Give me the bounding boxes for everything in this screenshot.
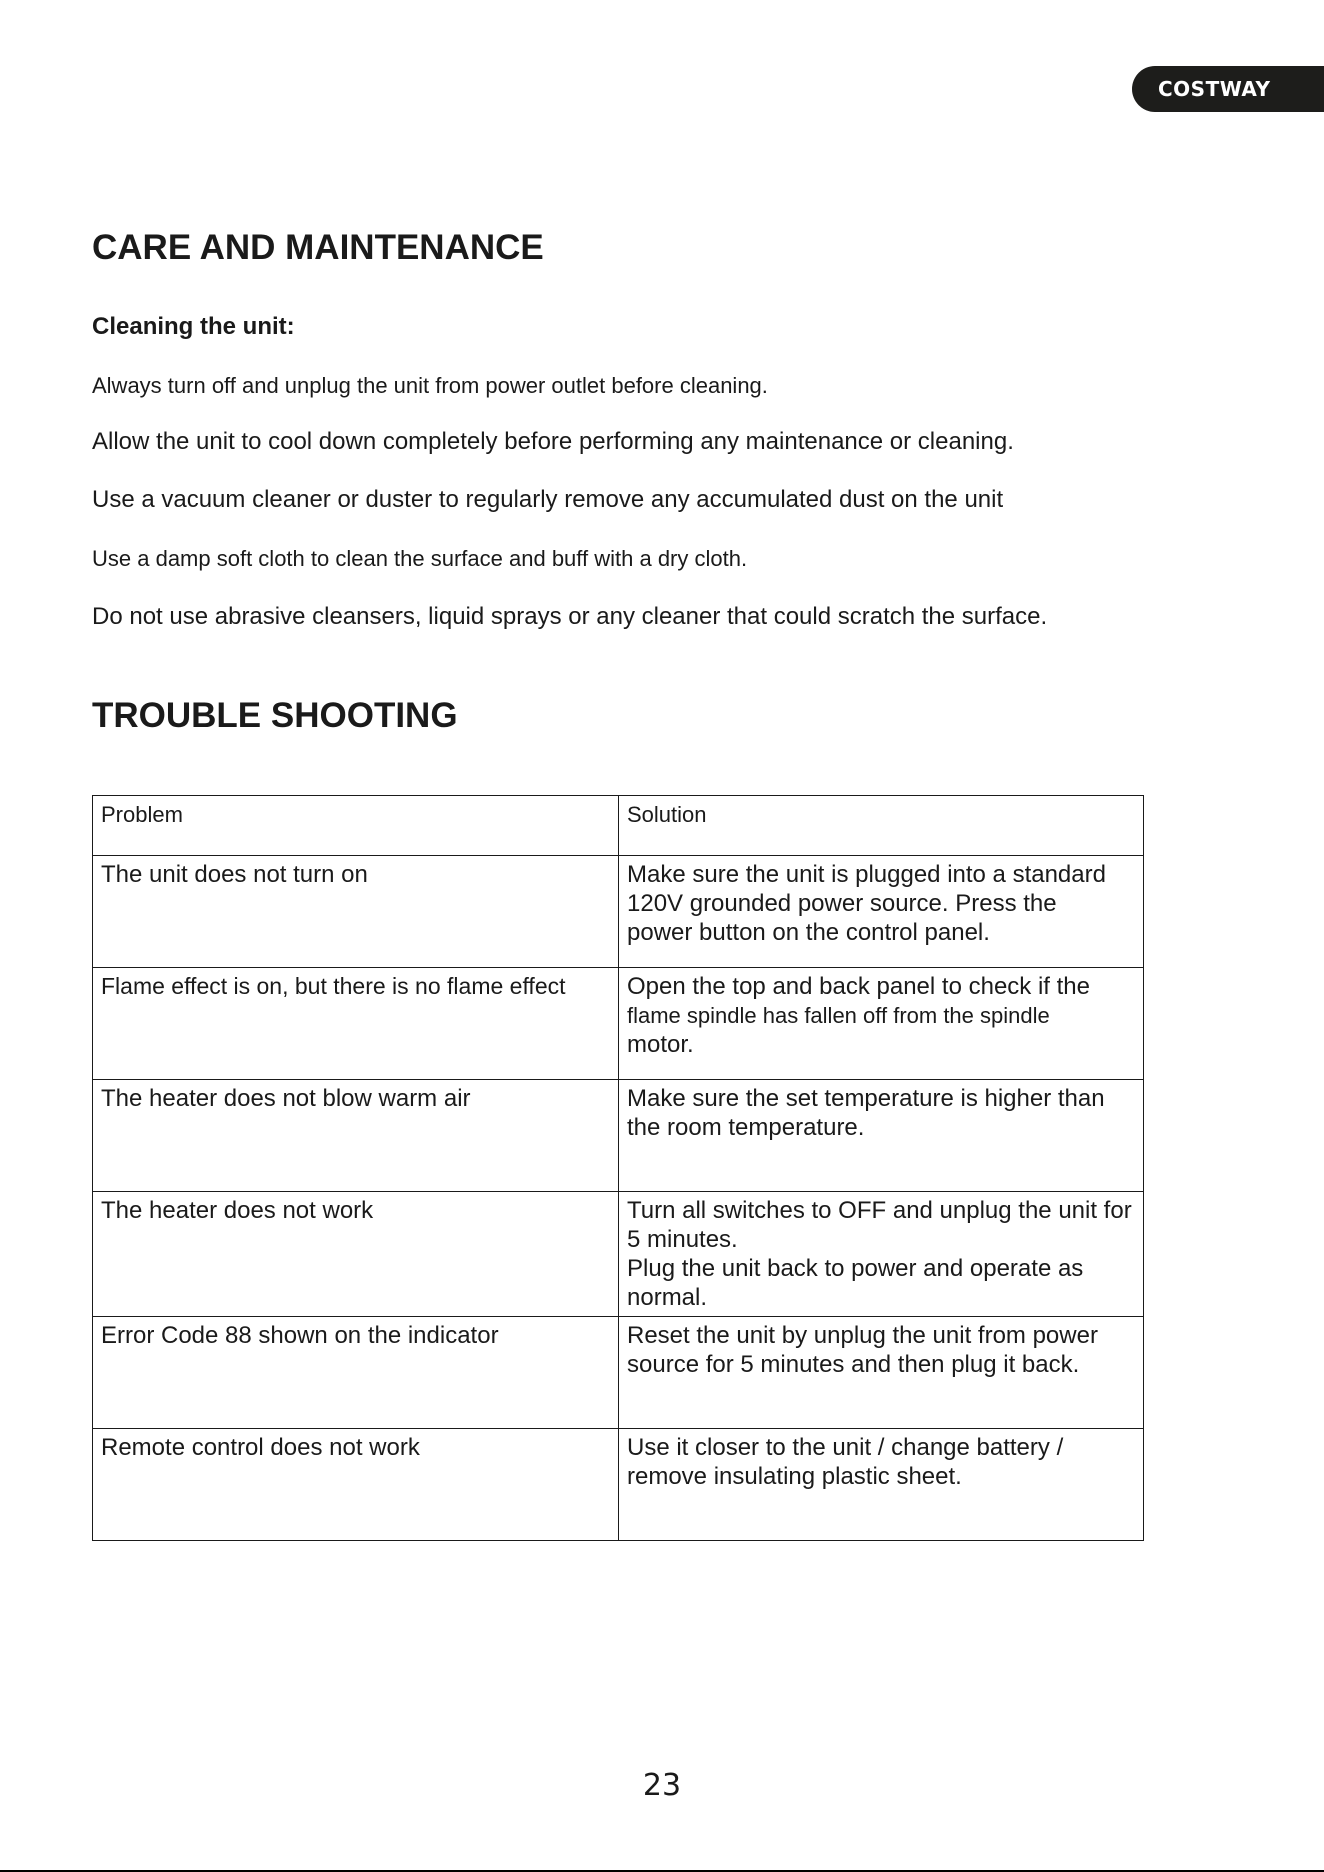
troubleshooting-heading: TROUBLE SHOOTING: [92, 696, 458, 735]
care-maintenance-heading: CARE AND MAINTENANCE: [92, 228, 544, 267]
cleaning-subheading: Cleaning the unit:: [92, 313, 295, 340]
solution-cell: [619, 1429, 1144, 1541]
solution-line: Plug the unit back to power and operate as: [627, 1255, 1084, 1282]
problem-cell: Flame effect is on, but there is no flame effect: [93, 968, 619, 1080]
table-row: [93, 1429, 1144, 1541]
troubleshooting-table: [92, 795, 1144, 1541]
brand-logo-tab: COSTWAY: [1132, 66, 1324, 112]
table-row: [93, 1192, 1144, 1317]
page-number: 23: [642, 1768, 682, 1803]
solution-cell: [619, 856, 1144, 968]
solution-cell: [619, 1080, 1144, 1192]
solution-line: the room temperature.: [627, 1114, 865, 1141]
solution-line: flame spindle has fallen off from the spindle: [627, 1003, 1050, 1028]
problem-cell: The heater does not work: [93, 1192, 619, 1317]
cleaning-instruction: Do not use abrasive cleansers, liquid sprays or any cleaner that could scratch the surface.: [92, 603, 1048, 630]
solution-line: power button on the control panel.: [627, 919, 990, 946]
cleaning-instruction: Always turn off and unplug the unit from power outlet before cleaning.: [92, 373, 768, 398]
table-row: [93, 856, 1144, 968]
solution-cell: [619, 1317, 1144, 1429]
table-row: [93, 1080, 1144, 1192]
problem-cell: The unit does not turn on: [93, 856, 619, 968]
solution-cell: [619, 968, 1144, 1080]
solution-line: Use it closer to the unit / change battery /: [627, 1434, 1064, 1461]
table-header-row: [93, 796, 1144, 856]
cleaning-instruction: Allow the unit to cool down completely before performing any maintenance or cleaning.: [92, 428, 1014, 455]
solution-line: Open the top and back panel to check if the: [627, 973, 1090, 1000]
solution-line: normal.: [627, 1284, 708, 1311]
solution-line: 120V grounded power source. Press the: [627, 890, 1057, 917]
cleaning-instruction: Use a damp soft cloth to clean the surface and buff with a dry cloth.: [92, 546, 748, 571]
solution-line: Turn all switches to OFF and unplug the unit for: [627, 1197, 1132, 1224]
solution-line: 5 minutes.: [627, 1226, 738, 1253]
solution-column-header: Solution: [619, 796, 1144, 856]
solution-line: remove insulating plastic sheet.: [627, 1463, 962, 1490]
solution-line: Make sure the set temperature is higher than: [627, 1085, 1105, 1112]
solution-line: motor.: [627, 1031, 694, 1058]
problem-cell: The heater does not blow warm air: [93, 1080, 619, 1192]
solution-line: source for 5 minutes and then plug it back.: [627, 1351, 1080, 1378]
table-row: [93, 1317, 1144, 1429]
problem-cell: Error Code 88 shown on the indicator: [93, 1317, 619, 1429]
problem-column-header: Problem: [93, 796, 619, 856]
problem-cell: Remote control does not work: [93, 1429, 619, 1541]
solution-line: Make sure the unit is plugged into a standard: [627, 861, 1106, 888]
solution-cell: [619, 1192, 1144, 1317]
table-row: [93, 968, 1144, 1080]
solution-line: Reset the unit by unplug the unit from power: [627, 1322, 1098, 1349]
cleaning-instruction: Use a vacuum cleaner or duster to regularly remove any accumulated dust on the unit: [92, 486, 1004, 513]
